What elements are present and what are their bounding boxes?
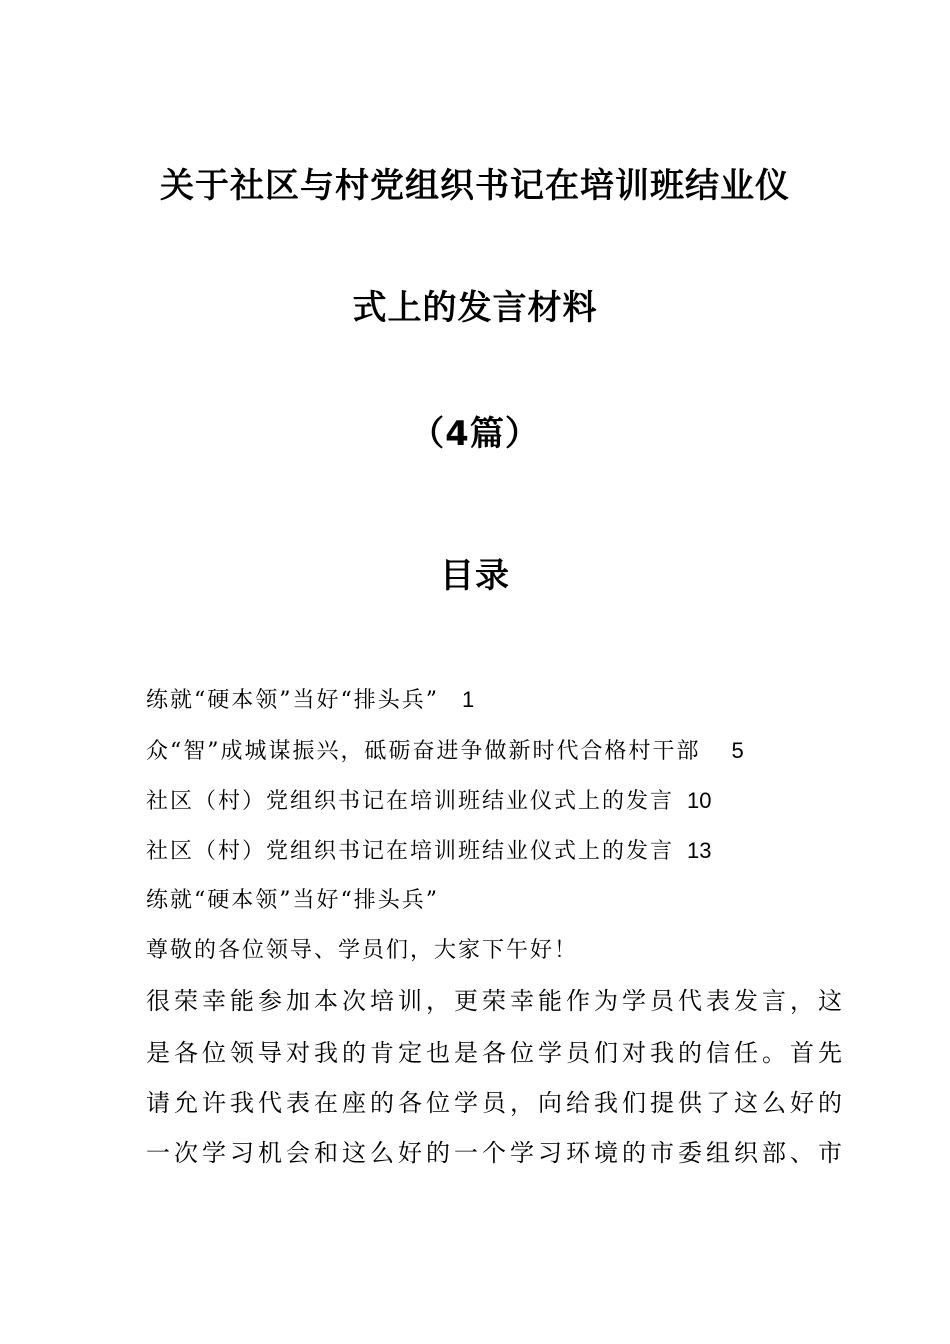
toc-entry-page: 1 — [462, 687, 475, 712]
paragraph-line: 很荣幸能参加本次培训，更荣幸能作为学员代表发言，这 — [146, 987, 846, 1015]
toc-title: 目录 — [440, 556, 510, 596]
toc-entry-page: 10 — [687, 788, 712, 813]
document-title-line-2: 式上的发言材料 — [352, 288, 598, 328]
toc-entry[interactable] — [146, 736, 744, 767]
toc-entry-page: 5 — [731, 738, 744, 763]
paragraph-line: 请允许我代表在座的各位学员，向给我们提供了这么好的 — [146, 1089, 846, 1117]
toc-entry[interactable] — [146, 685, 474, 716]
paragraph-line: 是各位领导对我的肯定也是各位学员们对我的信任。首先 — [146, 1039, 846, 1067]
toc-entry-page: 13 — [687, 838, 712, 863]
paragraph-line: 一次学习机会和这么好的一个学习环境的市委组织部、市 — [146, 1139, 846, 1167]
greeting: 尊敬的各位领导、学员们，大家下午好！ — [146, 938, 579, 963]
toc-entry[interactable] — [146, 786, 712, 817]
document-title-line-1: 关于社区与村党组织书记在培训班结业仪 — [160, 166, 790, 206]
toc-entry-text: 练就“硬本领”当好“排头兵” — [146, 688, 439, 713]
toc-entry[interactable] — [146, 836, 712, 867]
toc-entry-text: 社区（村）党组织书记在培训班结业仪式上的发言 — [146, 839, 675, 864]
section-heading: 练就“硬本领”当好“排头兵” — [146, 888, 439, 913]
toc-entry-text: 众“智”成城谋振兴，砥砺奋进争做新时代合格村干部 — [146, 739, 701, 764]
toc-entry-text: 社区（村）党组织书记在培训班结业仪式上的发言 — [146, 789, 675, 814]
article-count: （4篇） — [410, 414, 540, 454]
